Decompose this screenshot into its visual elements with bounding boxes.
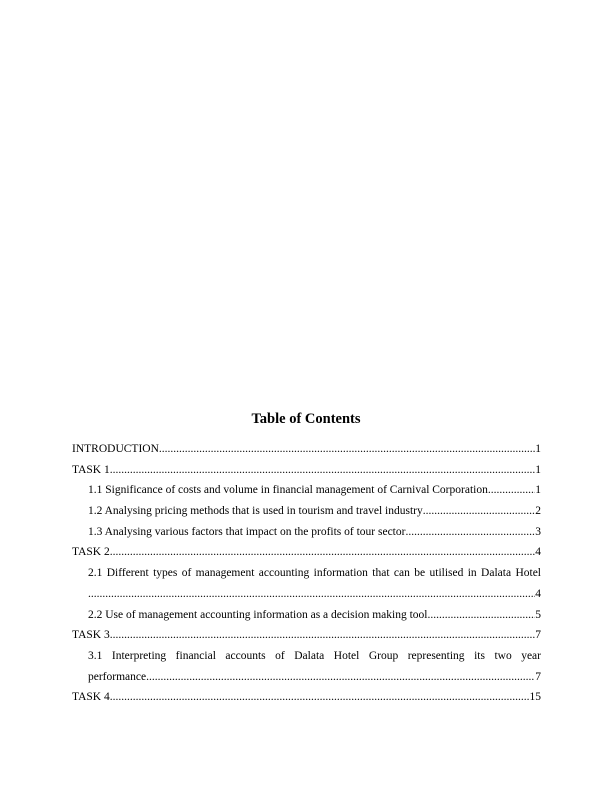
toc-entry-label: TASK 1 — [72, 463, 110, 476]
toc-leader-dots — [88, 584, 535, 605]
toc-entry-page: 15 — [529, 691, 541, 704]
toc-entry-label-continued: performance — [88, 670, 147, 683]
toc-entry-page: 3 — [535, 525, 541, 538]
toc-leader-dots — [110, 542, 536, 563]
toc-entry-page: 7 — [535, 670, 541, 683]
toc-leader-dots — [159, 439, 535, 460]
toc-entry-page: 1 — [535, 443, 541, 455]
toc-entry-introduction[interactable] — [72, 439, 541, 460]
toc-entry-task-2[interactable] — [72, 542, 541, 563]
toc-entry-task-1[interactable] — [72, 460, 541, 481]
toc-leader-dots — [110, 625, 536, 646]
toc-leader-dots — [146, 667, 535, 688]
toc-entry-label: TASK 3 — [72, 629, 110, 642]
toc-entry-task-3[interactable] — [72, 625, 541, 646]
toc-entry-2-1[interactable] — [72, 563, 541, 604]
toc-entry-page: 7 — [535, 629, 541, 642]
toc-entry-label: 1.1 Significance of costs and volume in financial management of Carnival Corporation — [88, 484, 488, 497]
toc-entry-1-3[interactable] — [72, 522, 541, 543]
toc-leader-dots — [488, 480, 535, 501]
toc-entry-task-4[interactable] — [72, 687, 541, 708]
toc-entry-label: 3.1 Interpreting financial accounts of Dalata Hotel Group representing its two year — [88, 649, 541, 662]
toc-entry-label: TASK 4 — [72, 691, 110, 704]
toc-entry-label: 2.2 Use of management accounting information as a decision making tool — [88, 608, 428, 621]
toc-entry-label: INTRODUCTION — [72, 443, 159, 455]
toc-entry-1-2[interactable] — [72, 501, 541, 522]
toc-title: Table of Contents — [251, 411, 361, 427]
toc-entry-page: 4 — [535, 587, 541, 600]
toc-entry-continuation — [88, 584, 541, 605]
toc-entry-page: 2 — [535, 505, 541, 518]
toc-leader-dots — [405, 522, 535, 543]
toc-entry-label: TASK 2 — [72, 546, 110, 559]
toc-leader-dots — [427, 605, 535, 626]
toc-entry-page: 1 — [535, 463, 541, 476]
toc-entry-label: 1.3 Analysing various factors that impact on the profits of tour sector — [88, 525, 406, 538]
toc-entry-continuation — [88, 667, 541, 688]
toc-entry-label: 1.2 Analysing pricing methods that is used in tourism and travel industry — [88, 505, 423, 518]
toc-entry-3-1[interactable] — [72, 646, 541, 687]
toc-entry-label: 2.1 Different types of management accounting information that can be utilised in Dalata Hotel — [88, 567, 541, 580]
toc-leader-dots — [110, 460, 536, 481]
toc-entry-2-2[interactable] — [72, 605, 541, 626]
table-of-contents — [72, 439, 541, 708]
toc-leader-dots — [423, 501, 536, 522]
toc-leader-dots — [110, 687, 530, 708]
toc-entry-page: 1 — [535, 484, 541, 497]
toc-entry-page: 4 — [535, 546, 541, 559]
toc-entry-1-1[interactable] — [72, 480, 541, 501]
toc-entry-page: 5 — [535, 608, 541, 621]
